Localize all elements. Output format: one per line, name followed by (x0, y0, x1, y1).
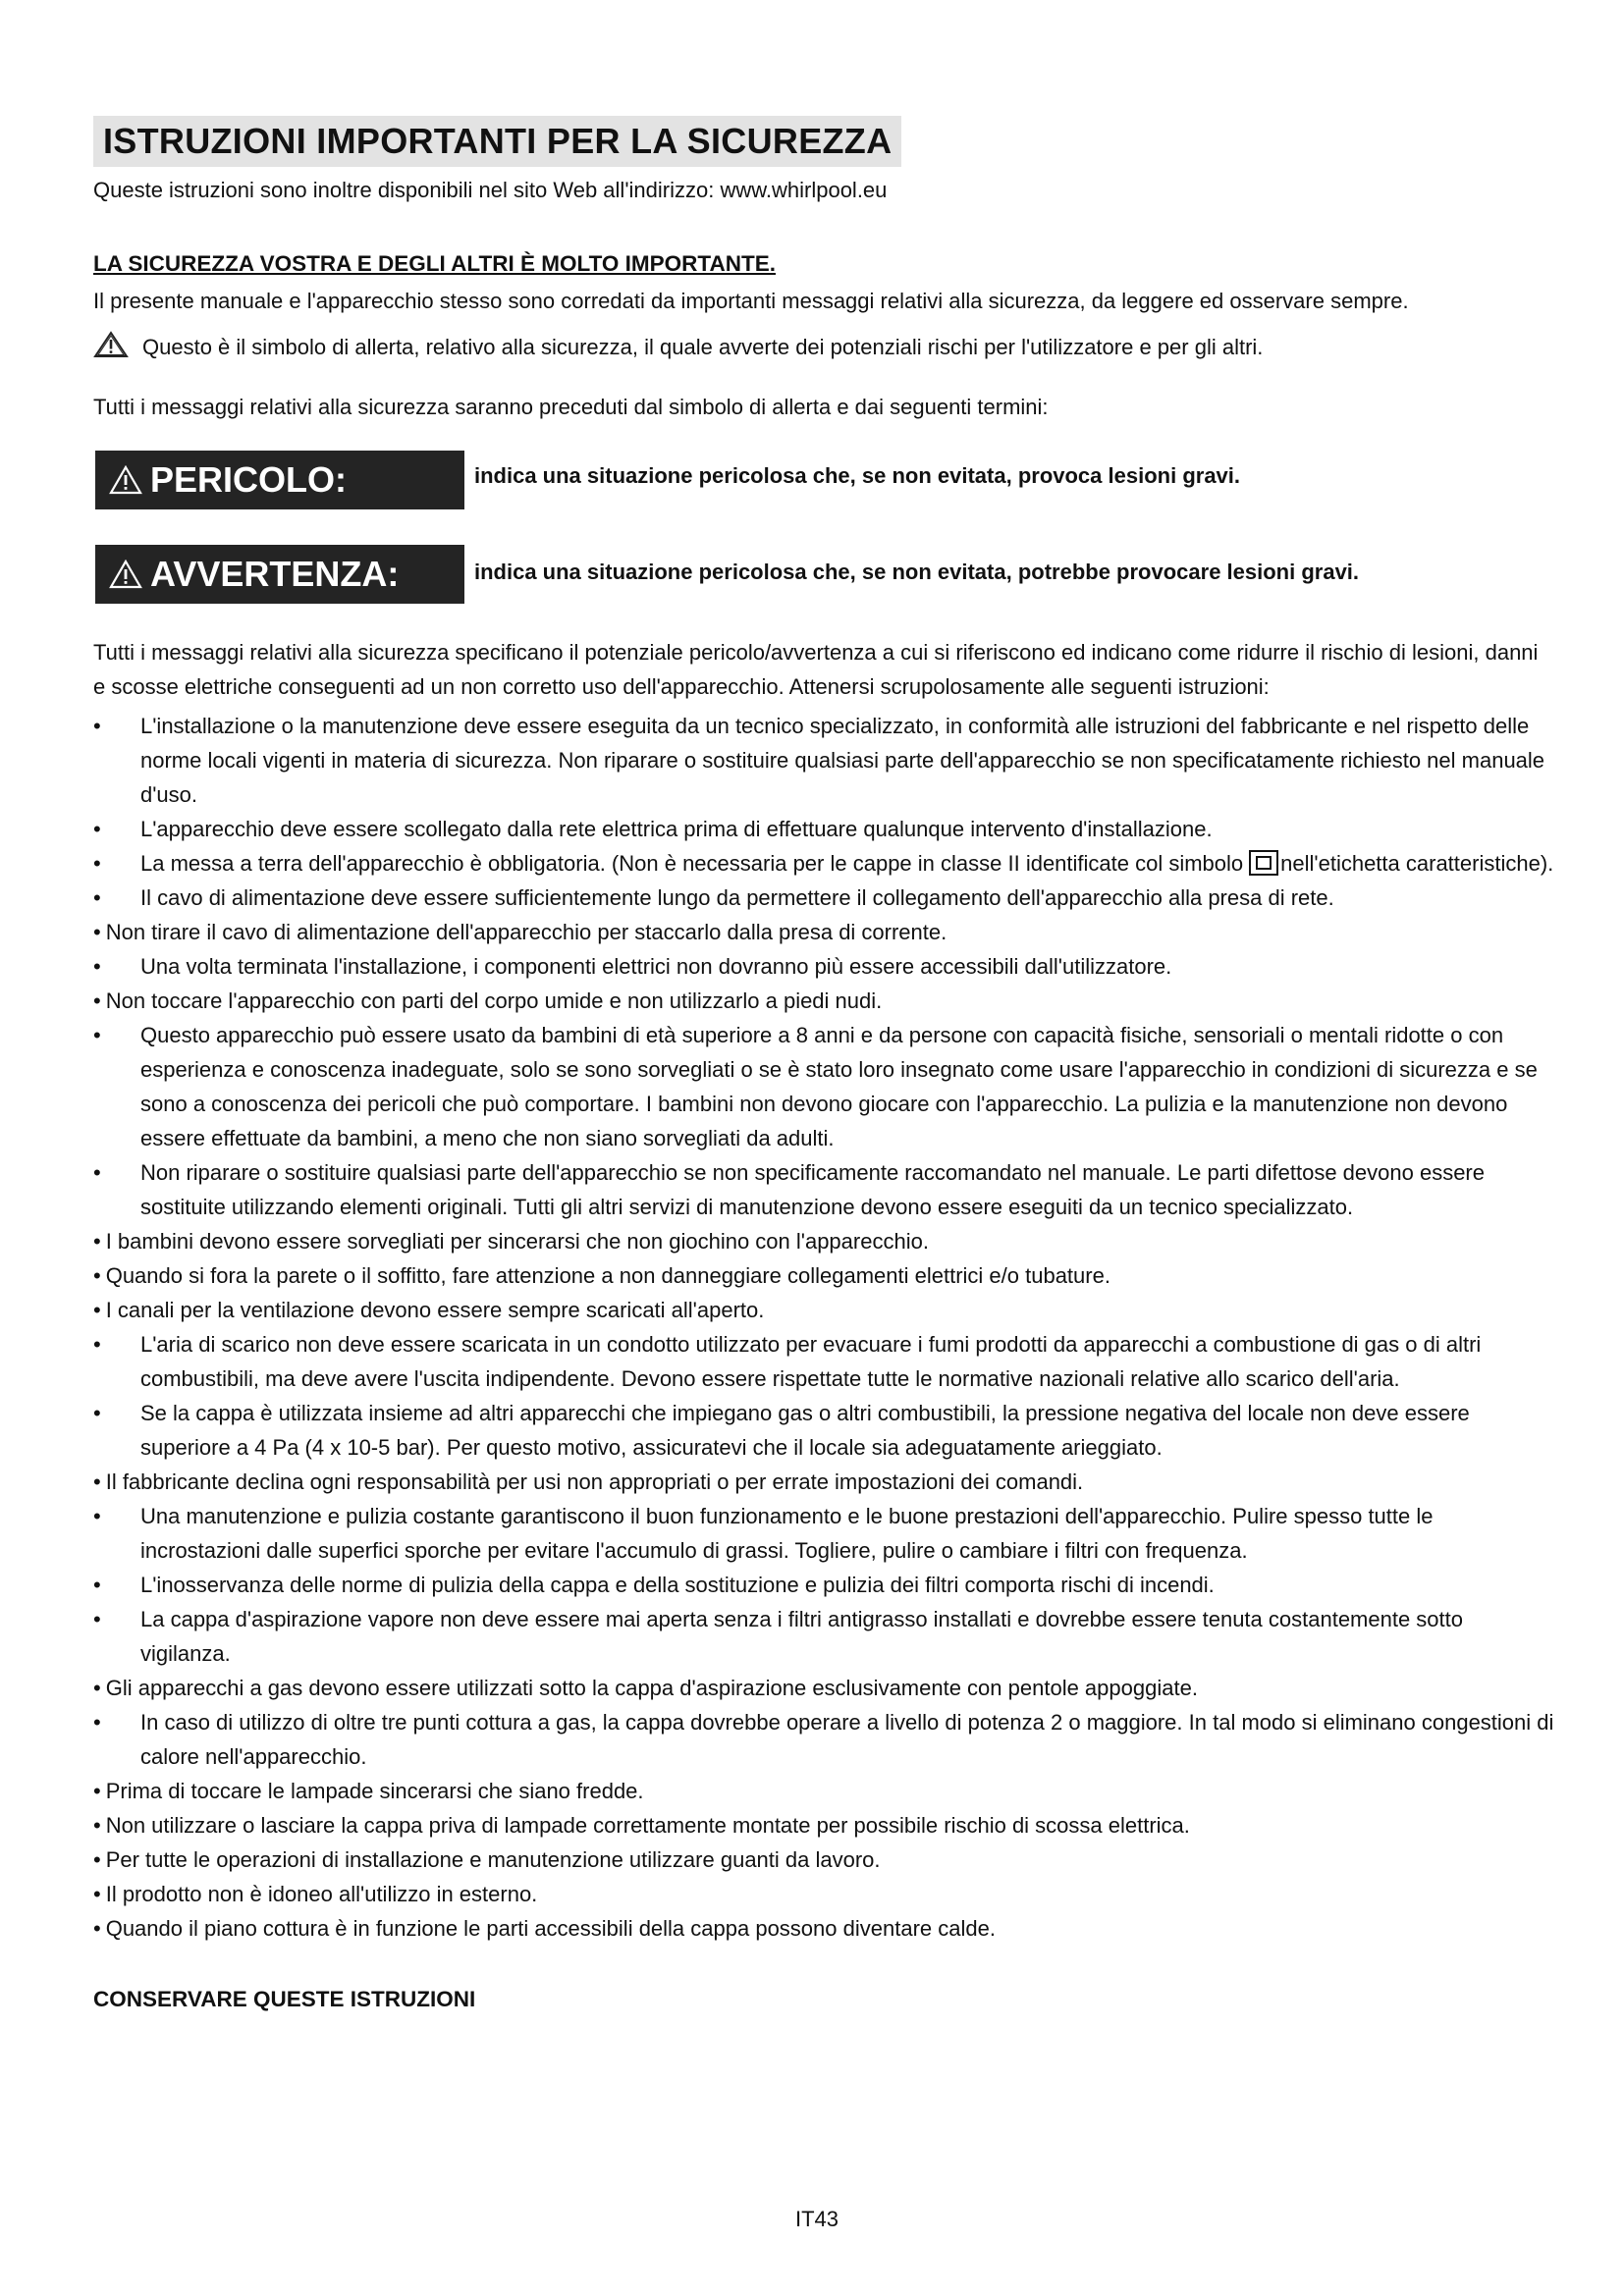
list-item-text: Quando si fora la parete o il soffitto, fare attenzione a non danneggiare collegamenti elettrici e/o tubature. (105, 1263, 1110, 1288)
list-item: • La cappa d'aspirazione vapore non deve essere mai aperta senza i filtri antigrasso installati e dovrebbe essere tenuta costantemente sotto vigilanza. (93, 1602, 1556, 1671)
list-item: • L'installazione o la manutenzione deve essere eseguita da un tecnico specializzato, in conformità alle istruzioni del fabbricante e nel rispetto delle norme locali vigenti in materia di sicurezza. Non riparare o sostituire qualsiasi parte dell'apparecchio se non specificatamente richiesto nel manuale d'uso. (93, 709, 1556, 812)
bullet: • (93, 920, 101, 944)
list-item (93, 1671, 1556, 1705)
bullet: • (93, 1676, 101, 1700)
page-number: IT43 (795, 2207, 839, 2231)
list-item (93, 915, 1556, 949)
list-item-text: nell'etichetta caratteristiche). (1280, 851, 1554, 876)
list-item: • In caso di utilizzo di oltre tre punti cottura a gas, la cappa dovrebbe operare a livello di potenza 2 o maggiore. In tal modo si eliminano congestioni di calore nell'apparecchio. (93, 1705, 1556, 1774)
list-item (93, 846, 1556, 881)
list-item-text: Gli apparecchi a gas devono essere utilizzati sotto la cappa d'aspirazione esclusivamente con pentole appoggiate. (105, 1676, 1198, 1700)
list-item (93, 1911, 1556, 1946)
list-item-text: Per tutte le operazioni di installazione e manutenzione utilizzare guanti da lavoro. (105, 1847, 881, 1872)
list-item-text: Quando il piano cottura è in funzione le parti accessibili della cappa possono diventare calde. (105, 1916, 996, 1941)
warning-label: AVVERTENZA: (150, 554, 400, 594)
list-item-text: Non utilizzare o lasciare la cappa priva di lampade correttamente montate per possibile rischio di scossa elettrica. (105, 1813, 1190, 1838)
list-item-text: Non tirare il cavo di alimentazione dell'apparecchio per staccarlo dalla presa di corrente. (105, 920, 947, 944)
list-item: • Questo apparecchio può essere usato da bambini di età superiore a 8 anni e da persone con capacità fisiche, sensoriali o mentali ridotte o con esperienza e conoscenza inadeguate, solo se sono sorvegliati o se è stato loro insegnato come usare l'apparecchio in condizioni di sicurezza e se sono a conoscenza dei pericoli che può comportare. I bambini non devono giocare con l'apparecchio. La pulizia e la manutenzione non devono essere effettuate da bambini, a meno che non siano sorvegliati da adulti. (93, 1018, 1556, 1155)
page-title: ISTRUZIONI IMPORTANTI PER LA SICUREZZA (93, 116, 901, 167)
list-item (93, 1877, 1556, 1911)
list-item-text: Non toccare l'apparecchio con parti del corpo umide e non utilizzarlo a piedi nudi. (105, 988, 883, 1013)
warning-description: indica una situazione pericolosa che, se non evitata, potrebbe provocare lesioni gravi. (474, 560, 1360, 584)
bullet: • (93, 1779, 101, 1803)
list-item (93, 1808, 1556, 1842)
list-item (93, 984, 1556, 1018)
list-item-text: Il prodotto non è idoneo all'utilizzo in esterno. (105, 1882, 538, 1906)
list-item-text: La messa a terra dell'apparecchio è obbligatoria. (Non è necessaria per le cappe in classe II identificate col simbolo (140, 851, 1244, 876)
list-item (93, 1465, 1556, 1499)
class-ii-symbol-icon (1249, 850, 1278, 876)
warning-triangle-icon (93, 331, 129, 358)
list-item-text: Prima di toccare le lampade sincerarsi che siano fredde. (105, 1779, 644, 1803)
bullet: • (93, 1263, 101, 1288)
warning-triangle-icon (109, 560, 142, 589)
warning-label-box (95, 545, 464, 604)
danger-label: PERICOLO: (150, 459, 348, 500)
list-item: • L'inosservanza delle norme di pulizia della cappa e della sostituzione e pulizia dei filtri comporta rischi di incendi. (93, 1568, 1556, 1602)
bullet: • (93, 1298, 101, 1322)
safety-paragraph: Tutti i messaggi relativi alla sicurezza specificano il potenziale pericolo/avvertenza a cui si riferiscono ed indicano come ridurre il rischio di lesioni, danni e scosse elettriche conseguenti ad un non corretto uso dell'apparecchio. Attenersi scrupolosamente alle seguenti istruzioni: (93, 640, 1539, 699)
bullet: • (93, 1469, 101, 1494)
list-item (93, 1774, 1556, 1808)
warning-triangle-icon (109, 465, 142, 495)
list-item: • Non riparare o sostituire qualsiasi parte dell'apparecchio se non specificamente raccomandato nel manuale. Le parti difettose devono essere sostituite utilizzando elementi originali. Tutti gli altri servizi di manutenzione devono essere eseguiti da un tecnico specializzato. (93, 1155, 1556, 1224)
bullet: • (93, 1916, 101, 1941)
danger-label-box (95, 451, 464, 509)
list-item-text: Il fabbricante declina ogni responsabilità per usi non appropriati o per errate impostazioni dei comandi. (105, 1469, 1084, 1494)
bullet: • (93, 1813, 101, 1838)
conserve-instructions-heading: CONSERVARE QUESTE ISTRUZIONI (93, 1987, 476, 2011)
safety-instructions-list (93, 709, 1556, 1946)
bullet: • (93, 988, 101, 1013)
list-item (93, 1258, 1556, 1293)
list-item (93, 1842, 1556, 1877)
list-item: • Se la cappa è utilizzata insieme ad altri apparecchi che impiegano gas o altri combustibili, la pressione negativa del locale non deve essere superiore a 4 Pa (4 x 10-5 bar). Per questo motivo, assicuratevi che il locale sia adeguatamente arieggiato. (93, 1396, 1556, 1465)
list-item-text: I canali per la ventilazione devono essere sempre scaricati all'aperto. (105, 1298, 765, 1322)
website-note: Queste istruzioni sono inoltre disponibili nel sito Web all'indirizzo: www.whirlpool.eu (93, 178, 888, 202)
intro-text: Il presente manuale e l'apparecchio stesso sono corredati da importanti messaggi relativi alla sicurezza, da leggere ed osservare sempre. (93, 289, 1409, 313)
list-item: • L'apparecchio deve essere scollegato dalla rete elettrica prima di effettuare qualunque intervento d'installazione. (93, 812, 1556, 846)
list-item (93, 1293, 1556, 1327)
list-item-text: I bambini devono essere sorvegliati per sincerarsi che non giochino con l'apparecchio. (105, 1229, 929, 1254)
bullet: • (93, 1882, 101, 1906)
list-item: • Il cavo di alimentazione deve essere sufficientemente lungo da permettere il collegamento dell'apparecchio alla presa di rete. (93, 881, 1556, 915)
safety-subheading: LA SICUREZZA VOSTRA E DEGLI ALTRI È MOLTO IMPORTANTE. (93, 251, 776, 276)
bullet: • (93, 1229, 101, 1254)
terms-text: Tutti i messaggi relativi alla sicurezza saranno preceduti dal simbolo di allerta e dai seguenti termini: (93, 395, 1049, 419)
alert-line (93, 330, 1263, 365)
bullet: • (93, 1847, 101, 1872)
danger-description: indica una situazione pericolosa che, se non evitata, provoca lesioni gravi. (474, 463, 1241, 488)
list-item: • L'aria di scarico non deve essere scaricata in un condotto utilizzato per evacuare i fumi prodotti da apparecchi a combustione di gas o di altri combustibili, ma deve avere l'uscita indipendente. Devono essere rispettate tutte le normative nazionali relative allo scarico dell'aria. (93, 1327, 1556, 1396)
list-item: • Una manutenzione e pulizia costante garantiscono il buon funzionamento e le buone prestazioni dell'apparecchio. Pulire spesso tutte le incrostazioni dalle superfici sporche per evitare l'accumulo di grassi. Togliere, pulire o cambiare i filtri con frequenza. (93, 1499, 1556, 1568)
alert-text: Questo è il simbolo di allerta, relativo alla sicurezza, il quale avverte dei potenziali rischi per l'utilizzatore e per gli altri. (142, 335, 1264, 359)
list-item (93, 1224, 1556, 1258)
list-item: • Una volta terminata l'installazione, i componenti elettrici non dovranno più essere accessibili dall'utilizzatore. (93, 949, 1556, 984)
